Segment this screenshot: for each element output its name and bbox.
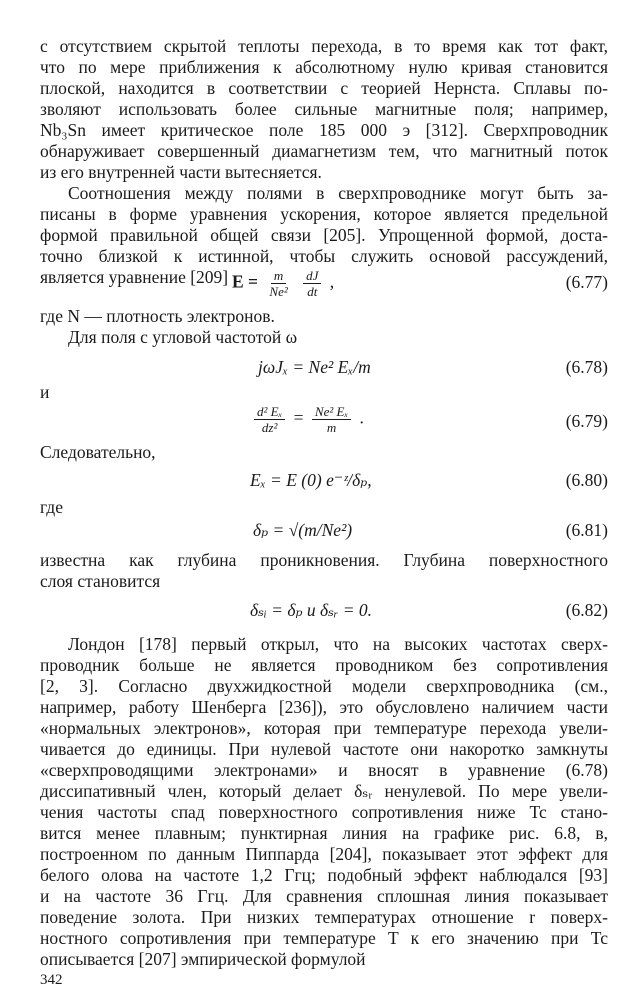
denominator: dz² xyxy=(261,420,278,435)
text-line: чения частоты спад поверхностного сопротивления ниже Tc стано- xyxy=(40,802,608,822)
fraction xyxy=(266,268,290,299)
eq-tail: , xyxy=(329,271,335,292)
numerator: Ne² Eₓ xyxy=(312,404,351,420)
numerator: m xyxy=(271,268,286,284)
text-line: вится менее плавным; пунктирная линия на графике рис. 6.8, в, xyxy=(40,823,608,843)
text-line: Nb₃Sn имеет критическое поле 185 000 э [312]. Сверхпроводник xyxy=(40,120,608,140)
equation-6-78: jωJₓ = Ne² Eₓ/m xyxy=(258,357,371,377)
fraction xyxy=(254,404,285,435)
text-line: проводник больше не является проводником без сопротивления xyxy=(40,655,608,675)
text-line: слоя становится xyxy=(40,571,161,591)
eq-tail: . xyxy=(359,407,364,428)
equation-number: (6.82) xyxy=(565,600,608,620)
equation-number: (6.77) xyxy=(565,272,608,292)
equation-6-82: δₛᵢ = δₚ и δₛᵣ = 0. xyxy=(250,600,373,620)
text-line: обнаруживает совершенный диамагнетизм тем, что магнитный поток xyxy=(40,141,608,161)
text-line: белого олова на частоте 1,2 Ггц; подобный эффект наблюдался [93] xyxy=(40,865,608,885)
denominator: m xyxy=(326,420,337,435)
text-line: с отсутствием скрытой теплоты перехода, в то время как тот факт, xyxy=(40,36,608,56)
denominator: dt xyxy=(307,284,318,299)
text-line: формой правильной общей связи [205]. Упрощенной формой, доста- xyxy=(40,225,608,245)
equation-6-80: Eₓ = E (0) e⁻ᶻ/δₚ, xyxy=(250,470,372,490)
equation-6-77 xyxy=(232,268,334,299)
text-line: и на частоте 36 Ггц. Для сравнения сплошная линия показывает xyxy=(40,886,608,906)
fraction xyxy=(303,268,321,299)
text-line: построенном по данным Пиппарда [204], показывает этот эффект для xyxy=(40,844,608,864)
eq-lhs: E = xyxy=(232,271,259,292)
text-line: из его внутренней части вытесняется. xyxy=(40,162,322,182)
text-line: писаны в форме уравнения ускорения, которое является предельной xyxy=(40,204,608,224)
text-line: что по мере приближения к абсолютному нулю кривая становится xyxy=(40,57,608,77)
equation-number: (6.81) xyxy=(565,520,608,540)
text-line: точно близкой к истинной, чтобы служить основой рассуждений, xyxy=(40,246,608,266)
equation-6-79 xyxy=(250,404,364,435)
text-line: «сверхпроводящими электронами» и вносят в уравнение (6.78) xyxy=(40,760,608,780)
text-line: например, работу Шенберга [236]), это обусловлено наличием части xyxy=(40,697,608,717)
numerator: d² Eₓ xyxy=(254,404,285,420)
text-line: Лондон [178] первый открыл, что на высоких частотах сверх- xyxy=(68,634,608,654)
equation-number: (6.80) xyxy=(565,470,608,490)
text-line: диссипативный член, который делает δₛᵣ ненулевой. По мере увели- xyxy=(40,781,608,801)
text-line: зволяют использовать более сильные магнитные поля; например, xyxy=(40,99,608,119)
text-line: «нормальных электронов», которая при температуре перехода увели- xyxy=(40,718,608,738)
equation-number: (6.78) xyxy=(565,357,608,377)
text-line: описывается [207] эмпирической формулой xyxy=(40,949,366,969)
fraction xyxy=(312,404,351,435)
text-line: известна как глубина проникновения. Глубина поверхностного xyxy=(40,550,608,570)
text-line: и xyxy=(40,382,50,402)
equals-sign: = xyxy=(293,407,304,428)
text-line: ностного сопротивления при температуре T к его значению при Tc xyxy=(40,928,608,948)
page-number: 342 xyxy=(40,972,63,988)
text-line: Для поля с угловой частотой ω xyxy=(68,327,298,347)
text-line: является уравнение [209] xyxy=(40,267,229,287)
text-line: где xyxy=(40,497,63,517)
text-line: где N — плотность электронов. xyxy=(40,306,275,326)
numerator: dJ xyxy=(303,268,321,284)
text-line: поведение золота. При низких температурах отношение r поверх- xyxy=(40,907,608,927)
text-line: Соотношения между полями в сверхпроводнике могут быть за- xyxy=(68,183,608,203)
text-line: чивается до единицы. При нулевой частоте они накоротко замкнуты xyxy=(40,739,608,759)
text-line: плоской, находится в соответствии с теорией Нернста. Сплавы по- xyxy=(40,78,608,98)
denominator: Ne² xyxy=(269,284,288,299)
text-line: Следовательно, xyxy=(40,442,156,462)
text-line: [2, 3]. Согласно двухжидкостной модели сверхпроводника (см., xyxy=(40,676,608,696)
equation-number: (6.79) xyxy=(565,411,608,431)
equation-6-81: δₚ = √(m/Ne²) xyxy=(253,520,353,540)
